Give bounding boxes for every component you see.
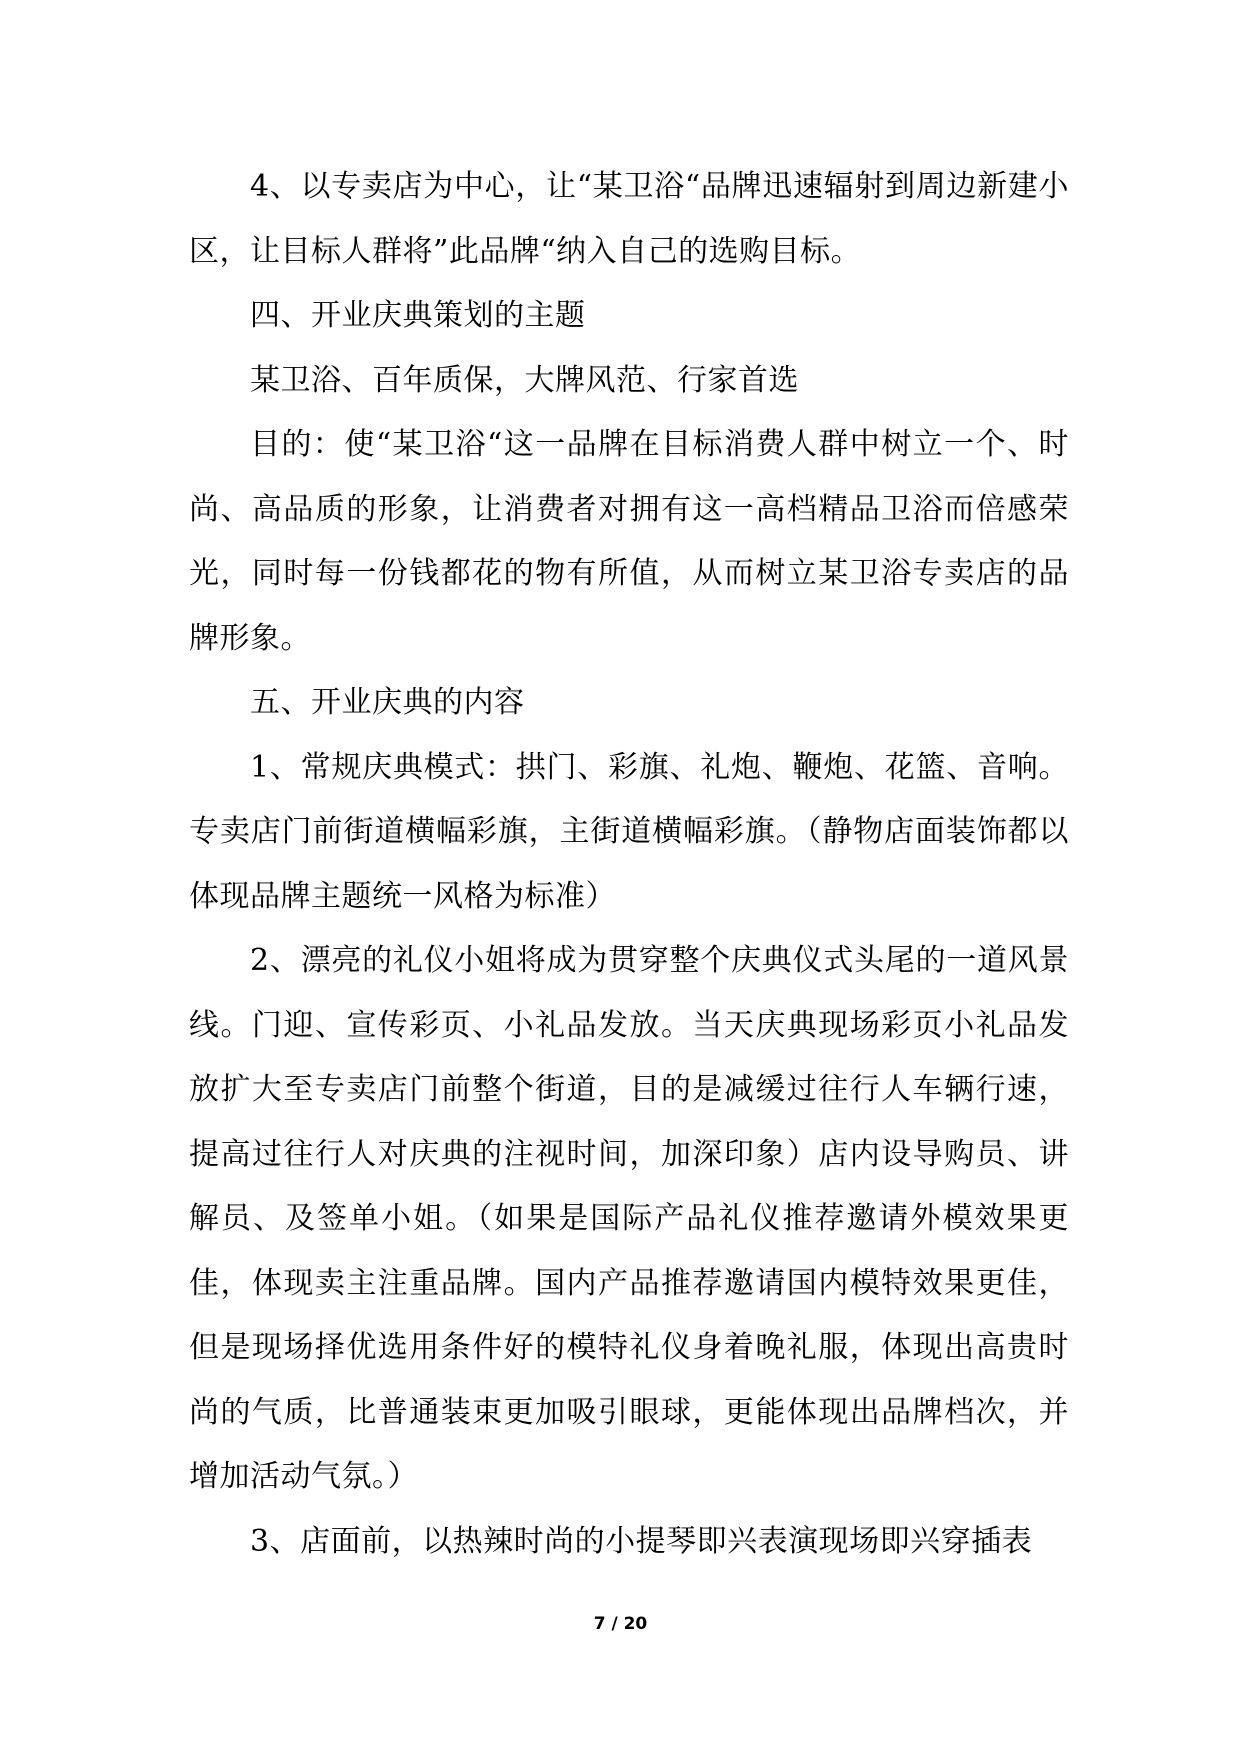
- paragraph-item-4: 4、以专卖店为中心，让“某卫浴“品牌迅速辐射到周边新建小区，让目标人群将”此品牌“纳入自己的选购目标。: [189, 169, 1069, 269]
- paragraph-item-2: 2、漂亮的礼仪小姐将成为贯穿整个庆典仪式头尾的一道风景线。门迎、宣传彩页、小礼品发放。当天庆典现场彩页小礼品发放扩大至专卖店门前整个街道，目的是减缓过往行人车辆行速，提高过往行人对庆典的注视时间，加深印象）店内设导购员、讲解员、及签单小姐。（如果是国际产品礼仪推荐邀请外模效果更佳，体现卖主注重品牌。国内产品推荐邀请国内模特效果更佳，但是现场择优选用条件好的模特礼仪身着晚礼服，体现出高贵时尚的气质，比普通装束更加吸引眼球，更能体现出品牌档次，并增加活动气氛。）: [189, 943, 1069, 1494]
- theme-slogan: 某卫浴、百年质保，大牌风范、行家首选: [250, 362, 799, 398]
- page-number: 7 / 20: [593, 1614, 648, 1634]
- section-heading-content: 五、开业庆典的内容: [250, 685, 525, 720]
- section-heading-theme: 四、开业庆典策划的主题: [250, 298, 586, 333]
- paragraph-purpose: 目的：使“某卫浴“这一品牌在目标消费人群中树立一个、时尚、高品质的形象，让消费者对拥有这一高档精品卫浴而倍感荣光，同时每一份钱都花的物有所值，从而树立某卫浴专卖店的品牌形象。: [189, 427, 1069, 656]
- paragraph-item-3: 3、店面前，以热辣时尚的小提琴即兴表演现场即兴穿插表: [250, 1523, 1033, 1559]
- paragraph-item-1: 1、常规庆典模式：拱门、彩旗、礼炮、鞭炮、花篮、音响。专卖店门前街道横幅彩旗，主街道横幅彩旗。（静物店面装饰都以体现品牌主题统一风格为标准）: [189, 749, 1069, 914]
- document-body: [189, 155, 1069, 1574]
